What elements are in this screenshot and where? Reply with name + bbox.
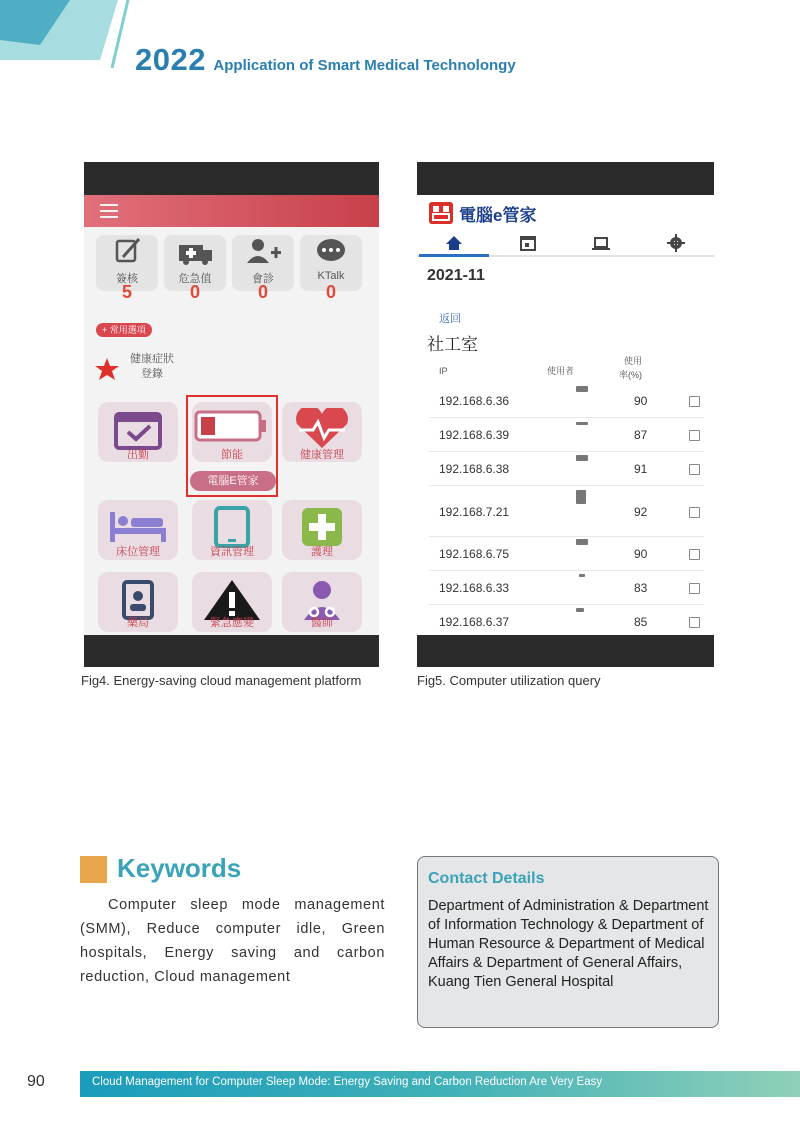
user-avatar xyxy=(576,386,588,392)
home-icon[interactable] xyxy=(444,233,464,253)
header-year: 2022 xyxy=(135,42,206,77)
ambulance-icon xyxy=(173,237,217,265)
tile-label: 床位管理 xyxy=(116,546,160,558)
header-title: Application of Smart Medical Technolongy xyxy=(213,57,516,74)
tile-label: 緊急應變 xyxy=(210,617,254,629)
row-ip: 192.168.6.33 xyxy=(439,581,510,595)
external-link-icon[interactable] xyxy=(689,464,700,475)
app-logo-icon xyxy=(429,202,453,224)
row-rate: 85 xyxy=(634,615,648,629)
page-header xyxy=(135,42,516,78)
user-avatar xyxy=(579,574,585,577)
stat-label: KTalk xyxy=(317,270,345,282)
period-title: 2021-11 xyxy=(427,267,485,284)
chat-icon xyxy=(309,237,353,265)
room-name: 社工室 xyxy=(427,335,478,354)
consult-icon xyxy=(241,237,285,265)
gear-icon[interactable] xyxy=(666,233,686,253)
row-rate: 92 xyxy=(634,505,648,519)
stat-count: 0 xyxy=(189,282,200,302)
tile-label: 護理 xyxy=(311,546,333,558)
fig5-phone-screenshot xyxy=(417,162,714,667)
tile-label: 健康管理 xyxy=(300,449,344,461)
tab-bar xyxy=(417,229,714,257)
tablet-icon xyxy=(212,506,252,548)
stat-count: 5 xyxy=(121,282,132,302)
status-bar xyxy=(417,162,714,195)
table-row[interactable] xyxy=(429,571,704,605)
table-row[interactable] xyxy=(429,384,704,418)
fig5-caption: Fig5. Computer utilization query xyxy=(417,673,601,688)
contact-box xyxy=(417,856,719,1028)
medical-cross-icon xyxy=(300,506,344,548)
tile-label: 醫師 xyxy=(311,617,333,629)
corner-decoration xyxy=(0,0,150,70)
contact-title: Contact Details xyxy=(428,870,545,887)
table-row[interactable] xyxy=(429,605,704,635)
health-symptom-label-2: 登錄 xyxy=(141,368,163,380)
stat-label: 危急值 xyxy=(178,273,212,285)
column-rate-unit: 率(%) xyxy=(619,370,642,380)
heart-icon xyxy=(291,408,353,450)
app-name: 電腦e管家 xyxy=(459,206,537,225)
contact-body: Department of Administration & Department of Information Technology & Department of Human Resource & Department of Medical Affairs & Department of General Affairs, Kuang Tien General Hospital xyxy=(428,898,709,990)
laptop-icon[interactable] xyxy=(591,233,611,253)
keywords-marker xyxy=(80,856,107,883)
external-link-icon[interactable] xyxy=(689,507,700,518)
row-rate: 90 xyxy=(634,394,648,408)
tab-active-indicator xyxy=(419,254,489,257)
favorites-pill[interactable]: + 常用選項 xyxy=(96,323,152,337)
nav-bar xyxy=(84,635,379,667)
footer-bar xyxy=(80,1071,800,1097)
health-symptom-label[interactable]: 健康症狀 xyxy=(130,353,174,365)
status-bar xyxy=(84,162,379,195)
tile-label: 藥局 xyxy=(127,617,149,629)
column-user: 使用者 xyxy=(547,366,575,376)
row-rate: 87 xyxy=(634,428,648,442)
row-rate: 83 xyxy=(634,581,648,595)
stat-count: 0 xyxy=(325,282,336,302)
external-link-icon[interactable] xyxy=(689,617,700,628)
hamburger-menu-icon[interactable] xyxy=(100,204,118,218)
bed-icon xyxy=(106,506,170,546)
row-ip: 192.168.6.38 xyxy=(439,462,510,476)
computer-e-manager-button[interactable]: 電腦E管家 xyxy=(190,471,276,491)
calendar-icon xyxy=(110,408,166,450)
keywords-text: Computer sleep mode management (SMM), Reduce computer idle, Green hospitals, Energy saving and carbon reduction, Cloud management xyxy=(80,897,385,985)
column-ip: IP xyxy=(439,366,448,376)
row-ip: 192.168.6.37 xyxy=(439,615,510,629)
external-link-icon[interactable] xyxy=(689,549,700,560)
table-row[interactable] xyxy=(429,452,704,486)
user-avatar xyxy=(576,422,588,425)
calendar-tab-icon[interactable] xyxy=(518,233,538,253)
app-header xyxy=(417,195,714,257)
table-row[interactable] xyxy=(429,537,704,571)
tile-label: 出勤 xyxy=(127,449,149,461)
user-avatar xyxy=(576,608,584,612)
fig4-caption: Fig4. Energy-saving cloud management platform xyxy=(81,673,362,688)
row-rate: 91 xyxy=(634,462,648,476)
column-rate: 使用 xyxy=(624,356,643,366)
approve-icon xyxy=(105,237,149,265)
nav-bar xyxy=(417,635,714,667)
external-link-icon[interactable] xyxy=(689,430,700,441)
star-icon xyxy=(94,357,120,381)
keywords-title: Keywords xyxy=(117,853,242,883)
row-ip: 192.168.6.75 xyxy=(439,547,510,561)
row-ip: 192.168.7.21 xyxy=(439,505,510,519)
table-row[interactable] xyxy=(429,418,704,452)
row-rate: 90 xyxy=(634,547,648,561)
row-ip: 192.168.6.39 xyxy=(439,428,510,442)
stat-label: 簽核 xyxy=(116,273,138,285)
user-avatar xyxy=(576,539,588,545)
external-link-icon[interactable] xyxy=(689,583,700,594)
row-ip: 192.168.6.36 xyxy=(439,394,510,408)
footer-text: Cloud Management for Computer Sleep Mode: Energy Saving and Carbon Reduction Are Very Easy xyxy=(92,1076,603,1088)
tile-label: 資訊管理 xyxy=(210,546,254,558)
stat-count: 0 xyxy=(257,282,268,302)
user-avatar xyxy=(576,490,586,504)
stat-label: 會診 xyxy=(252,273,274,285)
back-link[interactable]: 返回 xyxy=(439,313,461,325)
user-avatar xyxy=(576,455,588,461)
external-link-icon[interactable] xyxy=(689,396,700,407)
page-number: 90 xyxy=(27,1073,45,1090)
tile-label: 節能 xyxy=(221,449,243,461)
table-row[interactable] xyxy=(429,486,704,537)
fig4-phone-screenshot xyxy=(84,162,379,667)
app-menu-bar xyxy=(84,195,379,227)
